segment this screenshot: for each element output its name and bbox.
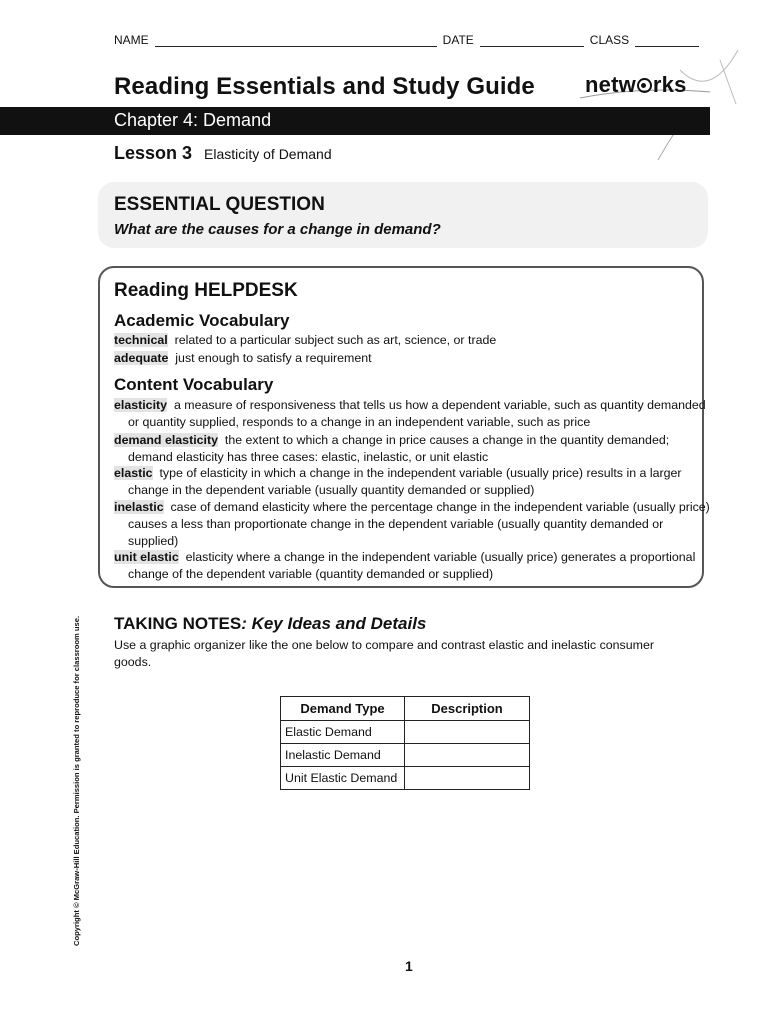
vocab-term: unit elastic	[114, 550, 179, 564]
vocab-entry-unit-elastic	[114, 549, 712, 583]
column-header-demand-type: Demand Type	[281, 697, 405, 721]
logo-text-right: rks	[652, 72, 687, 97]
lesson-number: Lesson 3	[114, 143, 193, 163]
column-header-description: Description	[405, 697, 530, 721]
taking-notes-title-italic: : Key Ideas and Details	[241, 614, 427, 633]
vocab-entry-demand-elasticity	[114, 432, 712, 466]
lesson-title: Elasticity of Demand	[204, 146, 332, 162]
page-number: 1	[405, 958, 413, 974]
academic-vocabulary-title: Academic Vocabulary	[114, 311, 290, 330]
header-fields	[114, 33, 706, 47]
logo-swoosh-decoration	[560, 40, 760, 170]
vocab-definition: the extent to which a change in price causes a change in the quantity demanded; demand elasticity has three cases: elastic, inelastic, or unit elastic	[128, 433, 670, 464]
description-cell[interactable]	[405, 767, 530, 790]
vocab-definition: just enough to satisfy a requirement	[175, 351, 372, 365]
date-label: DATE	[442, 33, 474, 47]
vocab-definition: related to a particular subject such as art, science, or trade	[174, 333, 497, 347]
class-label: CLASS	[589, 33, 630, 47]
vocab-term: adequate	[114, 351, 169, 365]
vocab-entry-elasticity	[114, 397, 712, 431]
description-cell[interactable]	[405, 744, 530, 767]
vocab-term: elastic	[114, 466, 153, 480]
class-line[interactable]	[635, 34, 699, 47]
vocab-definition: a measure of responsiveness that tells us how a dependent variable, such as quantity demanded or quantity supplied, responds to a change in an independent variable, such as price	[128, 398, 706, 429]
taking-notes-title-main: TAKING NOTES	[114, 614, 242, 633]
taking-notes-title	[114, 614, 426, 634]
table-header-row	[281, 697, 530, 721]
copyright-text: Copyright © McGraw-Hill Education. Permission is granted to reproduce for classroom use.	[72, 615, 81, 946]
name-line[interactable]	[155, 34, 437, 47]
vocab-term: inelastic	[114, 500, 164, 514]
essential-question-title: ESSENTIAL QUESTION	[114, 194, 325, 215]
taking-notes-instructions: Use a graphic organizer like the one below to compare and contrast elastic and inelastic consumer goods.	[114, 638, 654, 669]
table-row	[281, 767, 530, 790]
date-line[interactable]	[480, 34, 584, 47]
vocab-entry-adequate	[114, 350, 712, 367]
chapter-title: Chapter 4: Demand	[114, 110, 272, 130]
description-cell[interactable]	[405, 721, 530, 744]
vocab-term: elasticity	[114, 398, 168, 412]
row-label-elastic: Elastic Demand	[281, 721, 405, 744]
essential-question-text: What are the causes for a change in demand?	[114, 221, 441, 238]
vocab-entry-elastic	[114, 465, 712, 499]
row-label-unit-elastic: Unit Elastic Demand	[281, 767, 405, 790]
table-row	[281, 744, 530, 767]
vocab-term: technical	[114, 333, 168, 347]
graphic-organizer-table	[280, 696, 530, 790]
networks-logo	[585, 72, 687, 98]
vocab-entry-inelastic	[114, 499, 712, 549]
vocab-entry-technical	[114, 332, 712, 349]
vocab-definition: case of demand elasticity where the percentage change in the independent variable (usually price) causes a less than proportionate change in the dependent variable (usually quantity demanded or supplied)	[128, 500, 710, 548]
helpdesk-title: Reading HELPDESK	[114, 280, 298, 301]
logo-text-left: netw	[585, 72, 636, 97]
vocab-term: demand elasticity	[114, 433, 218, 447]
document-title: Reading Essentials and Study Guide	[114, 73, 535, 100]
vocab-definition: elasticity where a change in the independent variable (usually price) generates a proportional change of the dependent variable (quantity demanded or supplied)	[128, 550, 696, 581]
vocab-definition: type of elasticity in which a change in the independent variable (usually price) results in a larger change in the dependent variable (usually quantity demanded or supplied)	[128, 466, 682, 497]
content-vocabulary-title: Content Vocabulary	[114, 375, 274, 394]
row-label-inelastic: Inelastic Demand	[281, 744, 405, 767]
chapter-bar	[0, 107, 710, 135]
table-row	[281, 721, 530, 744]
copyright-notice	[72, 615, 84, 946]
logo-o-icon	[637, 78, 652, 93]
name-label: NAME	[114, 33, 149, 47]
